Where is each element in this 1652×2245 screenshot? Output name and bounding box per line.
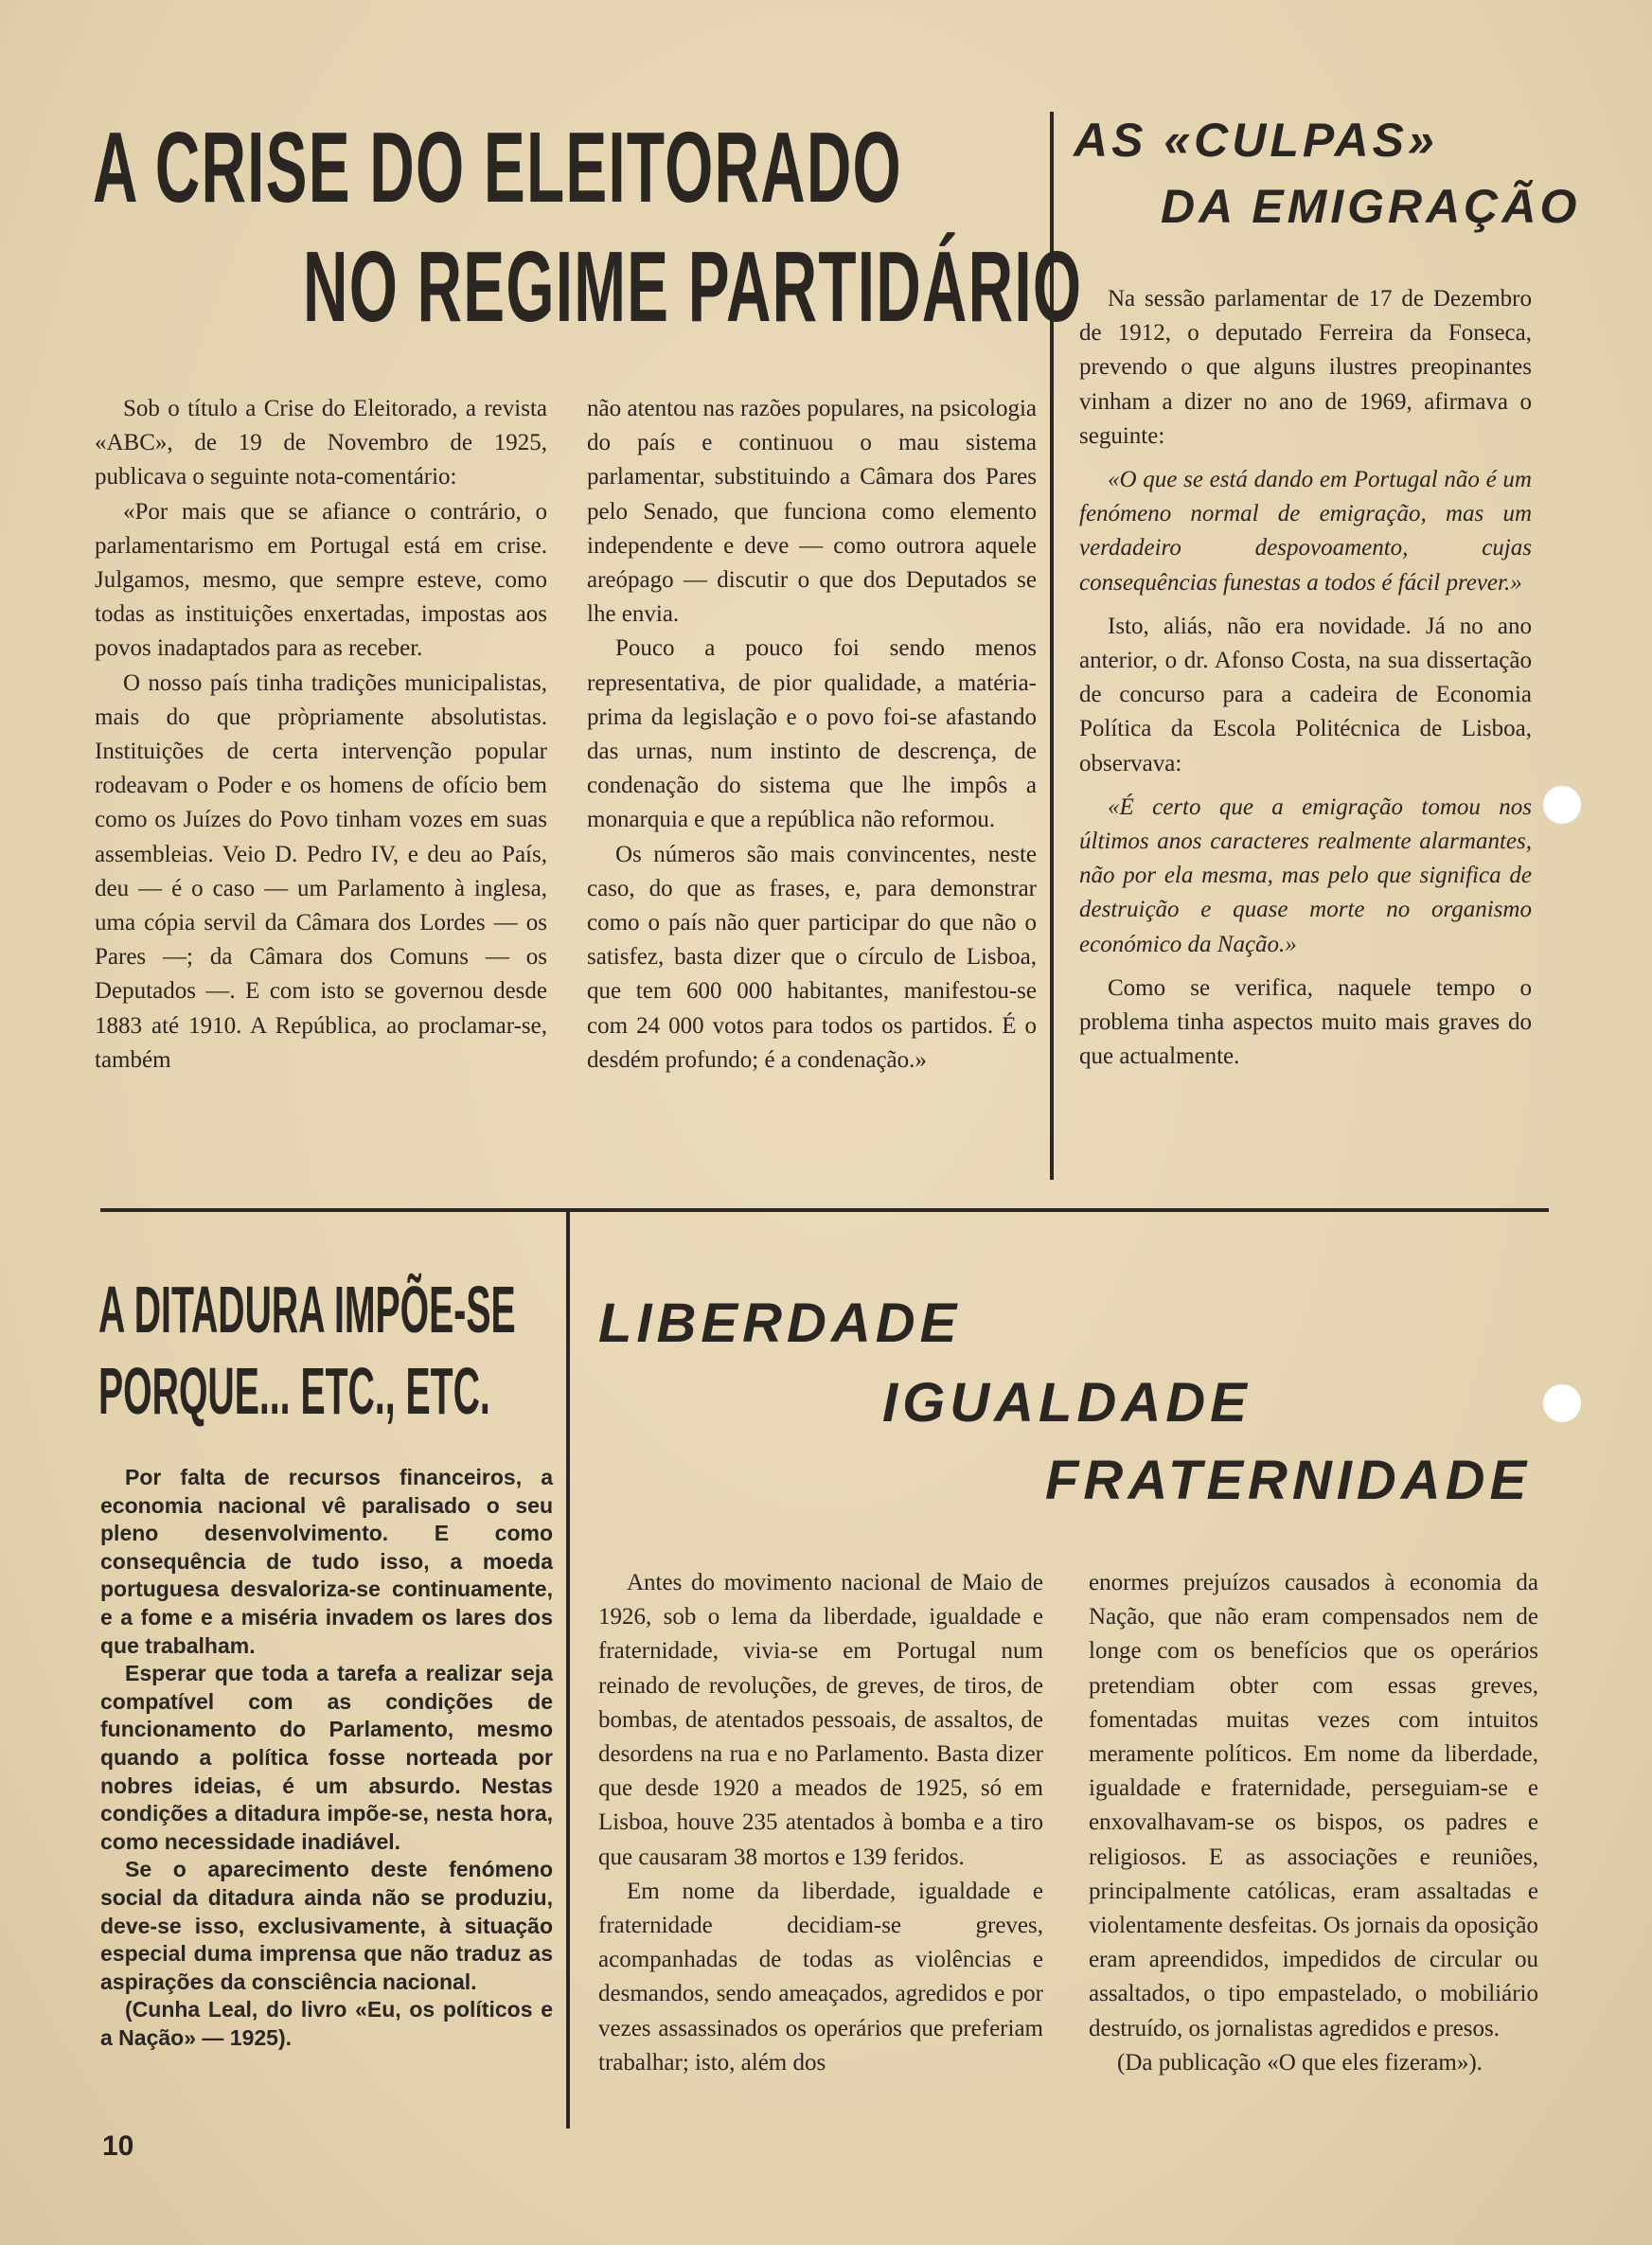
article-liberdade-col1 <box>598 1566 1043 2080</box>
paragraph: Antes do movimento nacional de Maio de 1926, sob o lema da liberdade, igualdade e fraternidade, vivia-se em Portugal num reinado de revoluções, de greves, de tiros, de bombas, de atentados pessoais, de assaltos, de desordens na rua e no Parlamento. Basta dizer que desde 1920 a meados de 1925, só em Lisboa, houve 235 atentados à bomba e a tiro que causaram 38 mortos e 139 feridos. <box>598 1570 1043 1870</box>
binder-hole <box>1543 786 1581 824</box>
paragraph: Os números são mais convincentes, neste caso, do que as frases, e, para demonstrar como o país não quer participar do que não o satisfez, basta dizer que o círculo de Lisboa, que tem 600 000 habitantes, manifestou-se com 24 000 votos para todos os partidos. É o desdém profundo; é a condenação.» <box>587 841 1037 1073</box>
paragraph: não atentou nas razões populares, na psicologia do país e continuou o mau sistema parlamentar, substituindo a Câmara dos Pares pelo Senado, que funciona como elemento independente e deve — como outrora aquele areópago — discutir o que dos Deputados se lhe envia. <box>587 396 1037 628</box>
headline-ditadura-line1: A DITADURA IMPÕE-SE <box>98 1273 516 1346</box>
page-number: 10 <box>102 2130 134 2162</box>
article-ditadura-body <box>100 1464 553 2052</box>
paragraph: Por falta de recursos financeiros, a economia nacional vê paralisado o seu pleno desenvolvimento. E como consequência de tudo isso, a moeda portuguesa desvaloriza-se continuamente, e a fome e a miséria invadem os lares dos que trabalham. <box>100 1465 553 1658</box>
paragraph: Como se verifica, naquele tempo o problema tinha aspectos muito mais graves do que actualmente. <box>1079 974 1532 1070</box>
paragraph: Isto, aliás, não era novidade. Já no ano anterior, o dr. Afonso Costa, na sua dissertação de concurso para a cadeira de Economia Política da Escola Politécnica de Lisboa, observava: <box>1079 613 1532 776</box>
headline-crise-line1: A CRISE DO ELEITORADO <box>93 112 902 223</box>
headline-liberdade: LIBERDADE <box>598 1292 962 1354</box>
column-rule-bottom <box>566 1210 570 2129</box>
paragraph: Se o aparecimento deste fenómeno social da ditadura ainda não se produziu, deve-se isso, exclusivamente, à situação especial duma imprensa que não traduz as aspirações da consciência nacional. <box>100 1857 553 1994</box>
paragraph: Esperar que toda a tarefa a realizar seja compatível com as condições de funcionamento do Parlamento, mesmo quando a política fosse norteada por nobres ideias, é um absurdo. Nestas condições a ditadura impõe-se, nesta hora, como necessidade inadiável. <box>100 1661 553 1854</box>
quote: «É certo que a emigração tomou nos últimos anos caracteres realmente alarmantes, não por ela mesma, mas pelo que significa de destruição e quase morte no organismo económico da Nação.» <box>1079 793 1532 957</box>
paragraph: Pouco a pouco foi sendo menos representativa, de pior qualidade, a matéria-prima da legislação e o povo foi-se afastando das urnas, num instinto de descrença, de condenação do sistema que lhe impôs a monarquia e que a república não reformou. <box>587 635 1037 833</box>
headline-crise-line2: NO REGIME PARTIDÁRIO <box>303 231 1083 343</box>
paragraph: Na sessão parlamentar de 17 de Dezembro de 1912, o deputado Ferreira da Fonseca, prevendo o que alguns ilustres preopinantes vinham a dizer no ano de 1969, afirmava o seguinte: <box>1079 286 1532 449</box>
headline-ditadura-line2: PORQUE... ETC., ETC. <box>98 1354 490 1428</box>
paragraph: enormes prejuízos causados à economia da Nação, que não eram compensados nem de longe com os benefícios que os operários pretendiam obter com essas greves, fomentadas muitas vezes com intuitos meramente políticos. Em nome da liberdade, igualdade e fraternidade, perseguiam-se e enxovalhavam-se os bispos, os padres e religiosos. E as associações e reuniões, principalmente católicas, eram assaltadas e violentamente desfeitas. Os jornais da oposição eram apreendidos, impedidos de circular ou assaltados, o tipo empastelado, o mobiliário destruído, os jornalistas agredidos e presos. <box>1089 1570 1538 2041</box>
citation: (Cunha Leal, do livro «Eu, os políticos e a Nação» — 1925). <box>100 1997 553 2050</box>
article-crise-col2 <box>587 392 1037 1078</box>
quote: «O que se está dando em Portugal não é um fenómeno normal de emigração, mas um verdadeiro despovoamento, cujas consequências funestas a todos é fácil prever.» <box>1079 467 1532 596</box>
headline-fraternidade: FRATERNIDADE <box>1045 1450 1532 1511</box>
headline-igualdade: IGUALDADE <box>882 1372 1252 1434</box>
headline-emigracao-line2: DA EMIGRAÇÃO <box>1161 180 1581 233</box>
horizontal-rule <box>100 1208 1549 1212</box>
paragraph: O nosso país tinha tradições municipalistas, mais do que pròpriamente absolutistas. Instituições de certa intervenção popular rodeavam o Poder e os homens de ofício bem como os Juízes do Povo tinham vozes em suas assembleias. Veio D. Pedro IV, e deu ao País, deu — é o caso — um Parlamento à inglesa, uma cópia servil da Câmara dos Lordes — os Pares —; da Câmara dos Comuns — os Deputados —. E com isto se governou desde 1883 até 1910. A República, ao proclamar-se, também <box>95 669 547 1073</box>
paragraph: Sob o título a Crise do Eleitorado, a revista «ABC», de 19 de Novembro de 1925, publicava o seguinte nota-comentário: <box>95 396 547 490</box>
article-emigracao-body <box>1079 282 1532 1074</box>
paragraph: Em nome da liberdade, igualdade e fraternidade decidiam-se greves, acompanhadas de todas as violências e desmandos, sendo ameaçados, agredidos e por vezes assassinados os operários que preferiam trabalhar; isto, além dos <box>598 1878 1043 2076</box>
paragraph: «Por mais que se afiance o contrário, o parlamentarismo em Portugal está em crise. Julgamos, mesmo, que sempre esteve, como todas as instituições enxertadas, impostas aos povos inadaptados para as receber. <box>95 498 547 662</box>
article-crise-col1 <box>95 392 547 1078</box>
citation: (Da publicação «O que eles fizeram»). <box>1117 2049 1483 2076</box>
binder-hole <box>1543 1384 1581 1422</box>
article-liberdade-col2 <box>1089 1566 1538 2080</box>
headline-emigracao-line1: AS «CULPAS» <box>1074 114 1438 167</box>
